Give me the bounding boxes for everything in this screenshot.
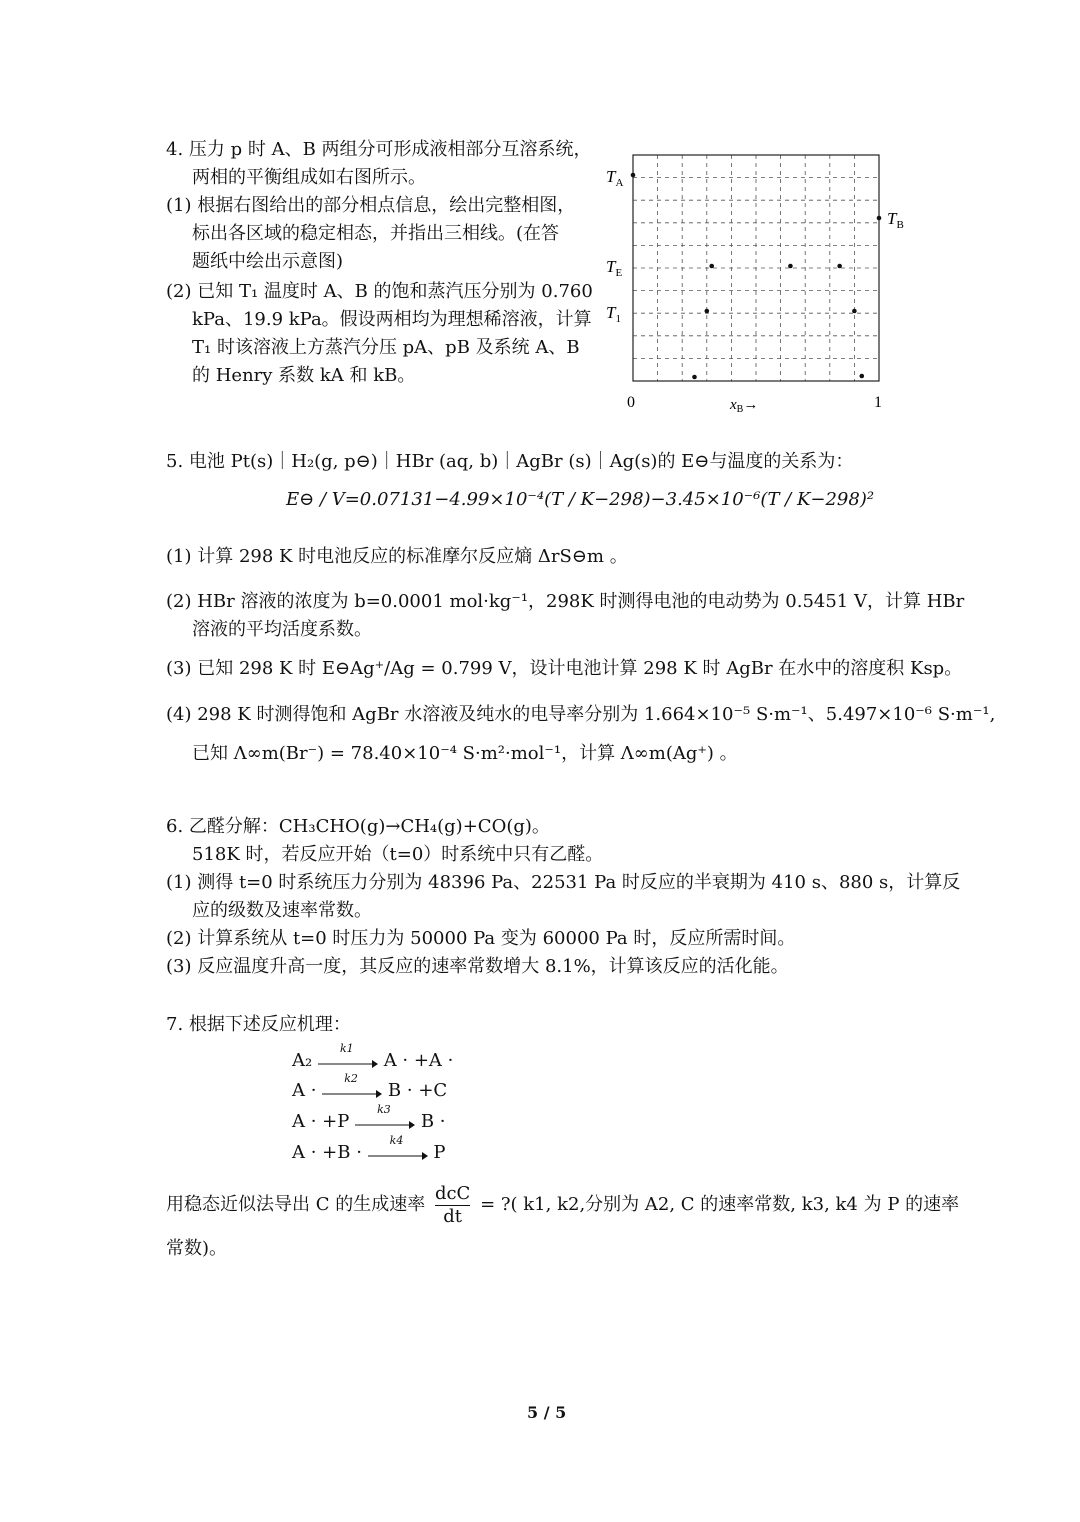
- arrow-k3: [355, 1103, 415, 1131]
- k3-label: k3: [377, 1103, 391, 1116]
- q4-line5: 题纸中绘出示意图): [192, 251, 344, 272]
- arrow-k4: [368, 1134, 428, 1162]
- phase-point-ta: [631, 173, 636, 178]
- q6-line2: 518K 时，若反应开始（t=0）时系统中只有乙醛。: [192, 844, 604, 865]
- step4-reactant: A · +B ·: [292, 1142, 362, 1163]
- page-number: 5 / 5: [527, 1403, 567, 1422]
- step4-product: P: [433, 1142, 446, 1163]
- step2-product: B · +C: [387, 1080, 448, 1101]
- q4-line4: 标出各区域的稳定相态，并指出三相线。(在答: [192, 223, 560, 244]
- label-TB: $T_B$: [887, 209, 904, 231]
- q7-line2: [166, 1178, 959, 1232]
- label-T1: $T_1$: [606, 303, 621, 325]
- q5-equation: E⊖ / V=0.07131−4.99×10⁻⁴(T / K−298)−3.45×10⁻⁶(T / K−298)²: [286, 489, 875, 510]
- arrow-k2: [322, 1072, 382, 1100]
- step2-reactant: A ·: [292, 1080, 317, 1101]
- chart-grid: [633, 155, 879, 381]
- xlabel: $x_B\to$: [730, 397, 759, 415]
- phase-diagram: [600, 150, 904, 420]
- label-TA: $T_A$: [606, 167, 624, 189]
- q5-part4b: 已知 Λ∞m(Br⁻) = 78.40×10⁻⁴ S·m²·mol⁻¹，计算 Λ∞m(Ag⁺) 。: [192, 743, 738, 764]
- label-TE: $T_E$: [606, 257, 623, 279]
- mechanism-step-4: [292, 1134, 446, 1163]
- step1-product: A · +A ·: [383, 1050, 454, 1071]
- q6-line3: (1) 测得 t=0 时系统压力分别为 48396 Pa、22531 Pa 时反应的半衰期为 410 s、880 s，计算反: [166, 872, 961, 893]
- q4-line9: 的 Henry 系数 kA 和 kB。: [192, 365, 416, 386]
- q4-line2: 两相的平衡组成如右图所示。: [192, 167, 426, 188]
- q5-line1: 5. 电池 Pt(s)｜H₂(g, p⊖)｜HBr (aq, b)｜AgBr (s)｜Ag(s)的 E⊖与温度的关系为：: [166, 451, 854, 472]
- q6-line5: (2) 计算系统从 t=0 时压力为 50000 Pa 变为 60000 Pa 时，反应所需时间。: [166, 928, 796, 949]
- q5-part3: (3) 已知 298 K 时 E⊖Ag⁺/Ag = 0.799 V，设计电池计算 298 K 时 AgBr 在水中的溶度积 Ksp。: [166, 658, 963, 679]
- k2-label: k2: [344, 1072, 358, 1085]
- phase-point-t1: [705, 309, 710, 314]
- q7-line3: 常数)。: [166, 1238, 228, 1259]
- phase-point-te: [788, 264, 793, 269]
- fraction-numerator: dcC: [434, 1182, 471, 1204]
- arrow-k1: [318, 1042, 378, 1070]
- phase-point-bottom: [692, 375, 697, 380]
- rate-fraction: [435, 1183, 470, 1228]
- q5-part4a: (4) 298 K 时测得饱和 AgBr 水溶液及纯水的电导率分别为 1.664×10⁻⁵ S·m⁻¹、5.497×10⁻⁶ S·m⁻¹,: [166, 704, 996, 725]
- mechanism-step-2: [292, 1072, 448, 1101]
- k4-label: k4: [389, 1134, 404, 1147]
- phase-point-t1: [852, 309, 857, 314]
- q5-part2b: 溶液的平均活度系数。: [192, 619, 372, 640]
- fraction-denominator: dt: [443, 1205, 463, 1227]
- mechanism-step-1: [292, 1042, 454, 1071]
- step3-reactant: A · +P: [292, 1111, 350, 1132]
- q7-line2-suffix: = ?( k1, k2,分别为 A2, C 的速率常数, k3, k4 为 P 的速率: [480, 1194, 960, 1215]
- q5-part2a: (2) HBr 溶液的浓度为 b=0.0001 mol·kg⁻¹，298K 时测得电池的电动势为 0.5451 V，计算 HBr: [166, 591, 965, 612]
- q4-line6: (2) 已知 T₁ 温度时 A、B 的饱和蒸汽压分别为 0.760: [166, 281, 593, 302]
- q6-line6: (3) 反应温度升高一度，其反应的速率常数增大 8.1%，计算该反应的活化能。: [166, 956, 789, 977]
- k1-label: k1: [339, 1042, 354, 1055]
- q7-line2-prefix: 用稳态近似法导出 C 的生成速率: [166, 1194, 426, 1215]
- step1-reactant: A₂: [292, 1050, 313, 1071]
- q7-line1: 7. 根据下述反应机理：: [166, 1014, 351, 1035]
- q6-line4: 应的级数及速率常数。: [192, 900, 372, 921]
- q4-line3: (1) 根据右图给出的部分相点信息，绘出完整相图，: [166, 195, 576, 216]
- q4-line8: T₁ 时该溶液上方蒸汽分压 pA、pB 及系统 A、B: [192, 337, 580, 358]
- q6-line1: 6. 乙醛分解：CH₃CHO(g)→CH₄(g)+CO(g)。: [166, 816, 550, 837]
- phase-point-bottom: [859, 374, 864, 379]
- q4-line1: 4. 压力 p 时 A、B 两组分可形成液相部分互溶系统，: [166, 139, 592, 160]
- mechanism-step-3: [292, 1103, 446, 1132]
- tick-0: 0: [627, 394, 635, 411]
- step3-product: B ·: [420, 1111, 446, 1132]
- q5-part1: (1) 计算 298 K 时电池反应的标准摩尔反应熵 ΔrS⊖m 。: [166, 546, 628, 567]
- tick-1: 1: [874, 394, 882, 411]
- phase-point-te: [709, 264, 714, 269]
- q4-line7: kPa、19.9 kPa。假设两相均为理想稀溶液，计算: [192, 309, 592, 330]
- phase-point-te: [837, 264, 842, 269]
- phase-point-tb: [877, 216, 882, 221]
